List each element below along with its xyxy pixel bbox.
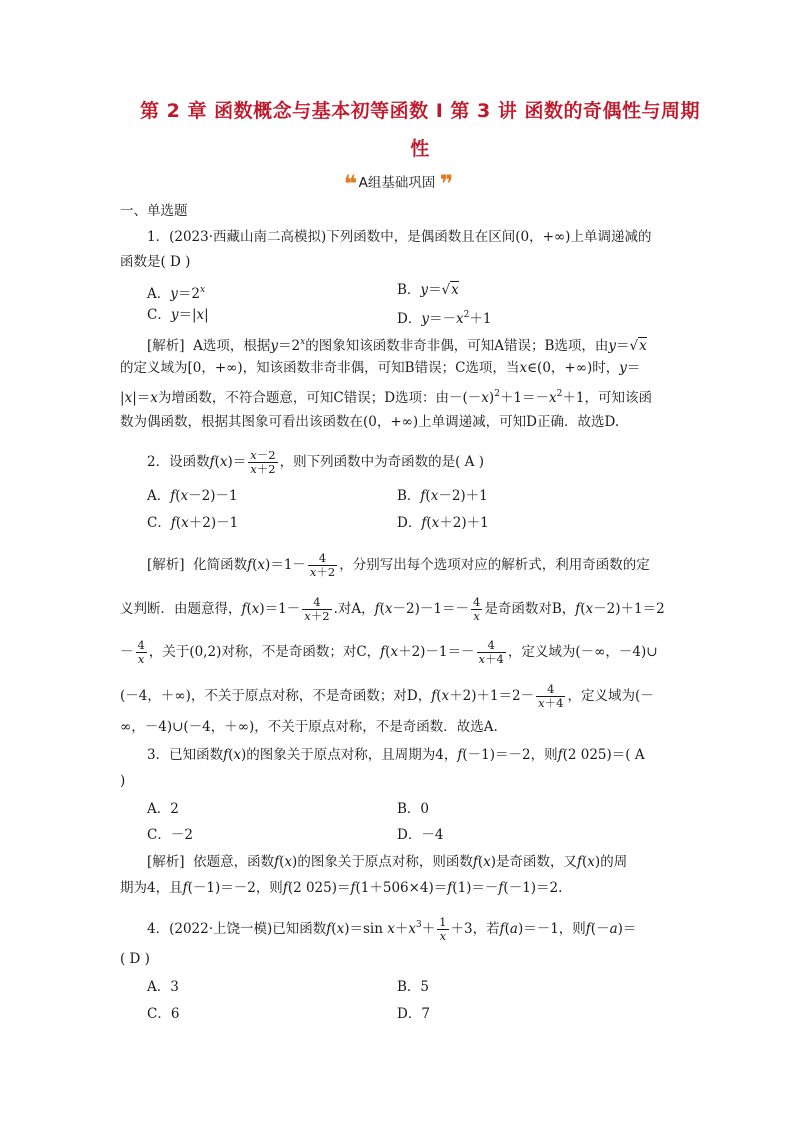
- q3-stem-line2: ): [120, 773, 126, 789]
- q2-solution-line3: － $\frac{4}{x}$ ，关于(0,2)对称，不是奇函数；对C，f(x＋2)－1＝－ $\frac{4}{x+4}$ ，定义域为(－∞，－4)∪: [120, 638, 658, 666]
- q1-option-a: A．$y=2^x$: [147, 285, 206, 302]
- q2-option-d: D．f(x＋2)＋1: [397, 515, 489, 531]
- q2-solution-line2: 义判断．由题意得，f(x)＝1－ $\frac{4}{x+2}$ .对A，f(x－2)－1＝－ $\frac{4}{x}$ 是奇函数对B，f(x－2)＋1＝2: [120, 595, 665, 623]
- q1-stem-line2: 函数是( D ): [120, 254, 191, 270]
- q1-option-b: B．y＝√x: [397, 282, 459, 298]
- q2-solution-line1: [解析] 化简函数f(x)＝1－ $\frac{4}{x+2}$ ，分别写出每个选项对应的解析式，利用奇函数的定: [147, 551, 650, 579]
- q3-option-b: B．0: [397, 801, 430, 817]
- left-quote-icon: ❛❛: [343, 170, 355, 198]
- q1-solution-line1: [解析] A选项，根据$y=2^x$的图象知该函数非奇非偶，可知A错误；B选项，由y＝√x: [147, 337, 647, 354]
- q3-stem-line1: 3．已知函数f(x)的图象关于原点对称，且周期为4，f(－1)＝－2，则f(2 025)＝( A: [147, 747, 645, 763]
- q4-option-b: B．5: [397, 979, 430, 995]
- group-header: [0, 170, 794, 198]
- q4-option-a: A．3: [147, 979, 179, 995]
- q3-solution-line1: [解析] 依题意，函数f(x)的图象关于原点对称，则函数f(x)是奇函数，又f(x)的周: [147, 854, 628, 870]
- section-heading: 一、单选题: [120, 203, 188, 219]
- q3-option-d: D．－4: [397, 827, 444, 843]
- q1-stem-line1: 1．(2023·西藏山南二高模拟)下列函数中，是偶函数且在区间(0，+∞)上单调递减的: [147, 229, 652, 245]
- q1-solution-line4: 数为偶函数，根据其图象可看出该函数在(0，+∞)上单调递减，可知D正确．故选D.: [120, 414, 620, 430]
- group-label: A组基础巩固: [358, 175, 436, 191]
- q3-option-a: A．2: [147, 801, 179, 817]
- document-title-line1: 第 2 章 函数概念与基本初等函数 Ⅰ 第 3 讲 函数的奇偶性与周期: [140, 100, 700, 122]
- q2-stem: 2．设函数f(x)＝ $\frac{x-2}{x+2}$ ，则下列函数中为奇函数的是( A ): [147, 448, 484, 476]
- q2-solution-line4: (－4，＋∞)，不关于原点对称，不是奇函数；对D，f(x＋2)＋1＝2－ $\frac{4}{x+4}$ ，定义域为(－: [120, 682, 654, 710]
- document-title-line2: 性: [410, 138, 430, 160]
- q2-option-c: C．f(x＋2)－1: [147, 515, 239, 531]
- q4-stem-line2: ( D ): [120, 951, 150, 967]
- q3-solution-line2: 期为4，且f(－1)＝－2，则f(2 025)＝f(1＋506×4)＝f(1)＝－f(－1)＝2.: [120, 880, 563, 896]
- q1-option-c: C．y＝|x|: [147, 307, 209, 323]
- q1-option-d: D．$y=-x^2+1$: [397, 310, 492, 327]
- solution-tag: [解析]: [147, 557, 185, 573]
- right-quote-icon: ❜❜: [439, 170, 451, 198]
- q2-solution-line5: ∞，－4)∪(－4，＋∞)，不关于原点对称，不是奇函数．故选A.: [120, 719, 498, 735]
- solution-tag: [解析]: [147, 854, 185, 870]
- q1-solution-line2: 的定义域为[0，+∞)，知该函数非奇非偶，可知B错误；C选项，当x∈(0，+∞)时，y＝: [120, 360, 641, 376]
- q4-stem-line1: 4．(2022·上饶一模)已知函数f(x)＝sin $x+x^3+$ $\frac{1}{x}$ ＋3，若f(a)＝－1，则f(－a)＝: [147, 915, 637, 943]
- q2-option-a: A．f(x－2)－1: [147, 488, 238, 504]
- q1-solution-line3: |x|＝x为增函数，不符合题意，可知C错误；D选项：由$-(-x)^2+1=-x^2+1$，可知该函: [120, 389, 652, 406]
- solution-tag: [解析]: [147, 338, 185, 354]
- q3-option-c: C．－2: [147, 827, 193, 843]
- q2-option-b: B．f(x－2)＋1: [397, 488, 488, 504]
- q4-option-d: D．7: [397, 1006, 430, 1022]
- q4-option-c: C．6: [147, 1006, 180, 1022]
